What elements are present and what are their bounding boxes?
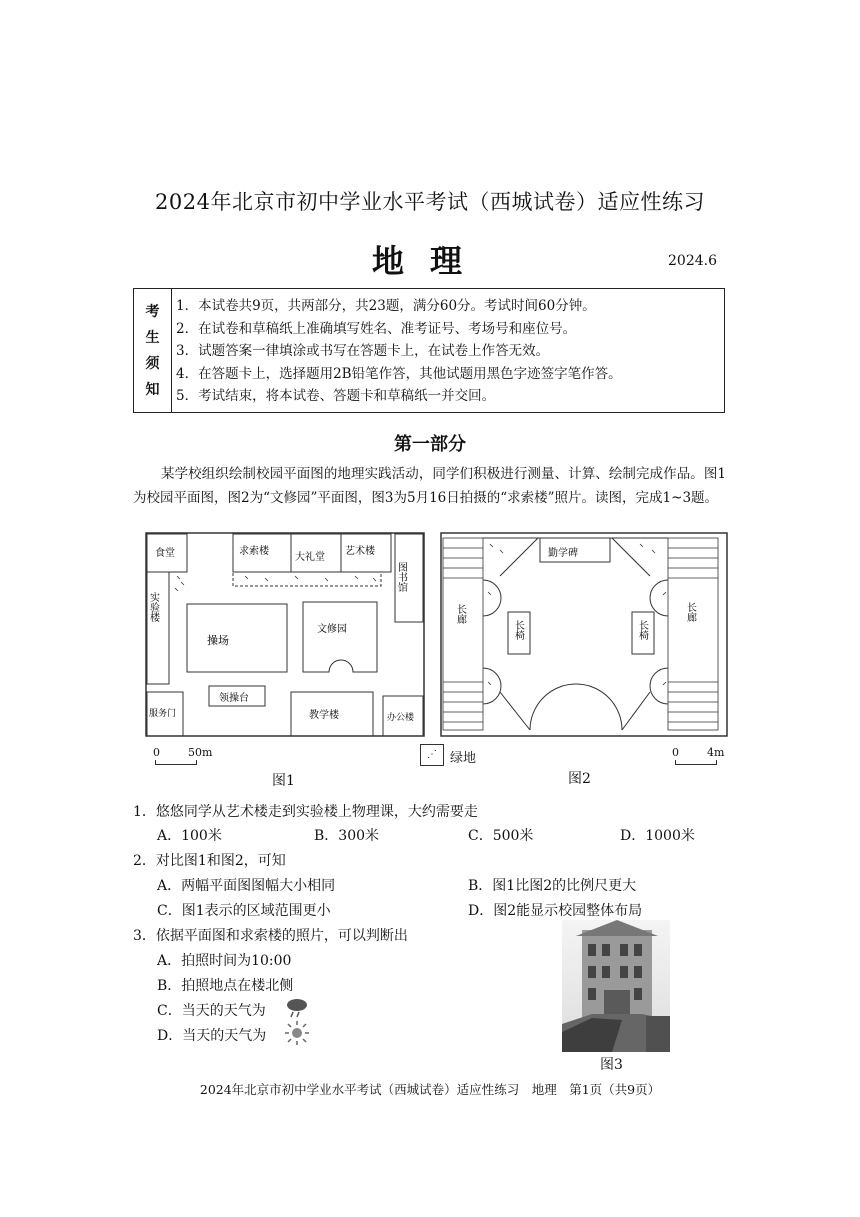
notice-list xyxy=(176,295,622,408)
question-1-stem: 1．悠悠同学从艺术楼走到实验楼上物理课，大约需要走 xyxy=(133,804,478,820)
q1-option-d: D．1000米 xyxy=(620,828,695,844)
label-bench-right: 长椅 xyxy=(636,620,648,640)
intro-paragraph: 某学校组织绘制校园平面图的地理实践活动，同学们积极进行测量、计算、绘制完成作品。图1为校园平面图，图2为“文修园”平面图，图3为5月16日拍摄的“求索楼”照片。读图，完成1~3题。 xyxy=(133,466,726,506)
fig1-scale-bar xyxy=(155,760,197,765)
fig2-scale-bar xyxy=(675,760,717,765)
part-title: 第一部分 xyxy=(394,434,466,455)
label-lab: 实验楼 xyxy=(147,592,159,622)
question-3-stem: 3．依据平面图和求索楼的照片，可以判断出 xyxy=(133,928,408,944)
figure3-building-photo xyxy=(562,920,670,1052)
notice-item: 1．本试卷共9页，共两部分，共23题，满分60分。考试时间60分钟。 xyxy=(176,298,596,314)
greenland-legend-icon: ⋰ xyxy=(420,744,444,766)
q3-option-d: D．当天的天气为 xyxy=(157,1028,267,1044)
q1-option-a: A．100米 xyxy=(157,828,222,844)
figure2-garden-map xyxy=(440,532,728,737)
notice-label-char: 知 xyxy=(145,381,160,398)
exam-title: 2024年北京市初中学业水平考试（西城试卷）适应性练习 xyxy=(155,190,705,214)
label-office: 办公楼 xyxy=(387,713,415,723)
label-bench-left: 长椅 xyxy=(512,620,524,640)
label-art: 艺术楼 xyxy=(345,546,375,557)
q3-option-a: A．拍照时间为10:00 xyxy=(157,953,292,969)
notice-label-char: 考 xyxy=(145,303,160,320)
q1-option-c: C．500米 xyxy=(468,828,534,844)
fig2-scale-zero: 0 xyxy=(672,746,679,759)
label-teaching: 教学楼 xyxy=(309,710,339,721)
notice-item: 4．在答题卡上，选择题用2B铅笔作答，其他试题用黑色字迹签字笔作答。 xyxy=(176,365,622,382)
label-corridor-right: 长廊 xyxy=(684,602,696,622)
fig2-scale-label: 4m xyxy=(707,746,725,759)
figure1-campus-map xyxy=(145,532,425,737)
exam-date: 2024.6 xyxy=(668,253,717,269)
label-auditorium: 大礼堂 xyxy=(295,552,325,563)
fig1-caption: 图1 xyxy=(272,773,295,789)
fig2-caption: 图2 xyxy=(568,771,591,787)
page-footer: 2024年北京市初中学业水平考试（西城试卷）适应性练习 地理 第1页（共9页） xyxy=(199,1082,661,1097)
label-gate: 服务门 xyxy=(149,709,177,719)
fig1-scale-label: 50m xyxy=(188,746,213,759)
q2-option-b: B．图1比图2的比例尺更大 xyxy=(468,878,637,894)
notice-label-char: 须 xyxy=(145,355,160,372)
notice-item: 3．试题答案一律填涂或书写在答题卡上，在试卷上作答无效。 xyxy=(176,343,550,359)
label-podium: 领操台 xyxy=(219,693,249,704)
fig3-caption: 图3 xyxy=(600,1057,623,1073)
label-canteen: 食堂 xyxy=(155,548,175,559)
q3-option-c: C．当天的天气为 xyxy=(157,1003,266,1019)
subject-title: 地理 xyxy=(371,242,488,280)
sun-icon xyxy=(284,1020,310,1046)
notice-label-char: 生 xyxy=(145,329,160,346)
question-2-stem: 2．对比图1和图2，可知 xyxy=(133,853,286,869)
fig1-scale-zero: 0 xyxy=(153,746,160,759)
label-library: 图书馆 xyxy=(395,562,407,592)
exam-notice-box xyxy=(133,288,725,413)
q2-option-c: C．图1表示的区域范围更小 xyxy=(157,903,331,919)
label-wenxiu: 文修园 xyxy=(317,624,347,635)
label-playground: 操场 xyxy=(207,634,229,647)
label-stele: 勤学碑 xyxy=(548,548,578,559)
rain-cloud-icon xyxy=(284,996,310,1020)
legend-label: 绿地 xyxy=(450,751,477,766)
q3-option-b: B．拍照地点在楼北侧 xyxy=(157,978,294,994)
notice-label xyxy=(134,289,172,412)
q1-option-b: B．300米 xyxy=(314,828,380,844)
q2-option-a: A．两幅平面图图幅大小相同 xyxy=(157,878,336,894)
label-qiusuo: 求索楼 xyxy=(239,546,269,557)
q2-option-d: D．图2能显示校园整体布局 xyxy=(468,903,643,919)
label-corridor-left: 长廊 xyxy=(454,604,466,624)
notice-item: 2．在试卷和草稿纸上准确填写姓名、准考证号、考场号和座位号。 xyxy=(176,320,577,337)
notice-item: 5．考试结束，将本试卷、答题卡和草稿纸一并交回。 xyxy=(176,388,496,404)
